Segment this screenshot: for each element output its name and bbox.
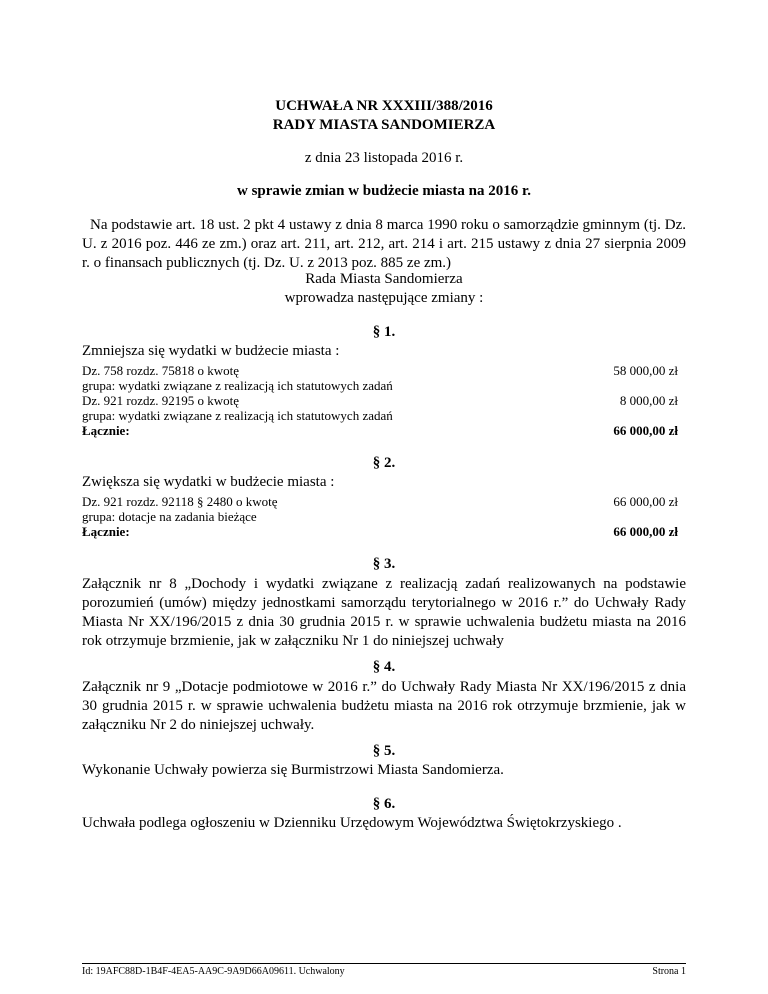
section-6-text: Uchwała podlega ogłoszeniu w Dzienniku Urzędowym Województwa Świętokrzyskiego .: [82, 815, 622, 831]
section-2-row-amount: 66 000,00 zł: [613, 494, 678, 509]
resolution-subject: w sprawie zmian w budżecie miasta na 2016 r.: [236, 183, 532, 199]
section-1-row-group: grupa: wydatki związane z realizacją ich statutowych zadań: [82, 408, 393, 423]
footer-divider: [82, 963, 686, 964]
section-1-total-amount: 66 000,00 zł: [613, 423, 678, 438]
introduces-label: wprowadza następujące zmiany :: [284, 290, 484, 306]
section-2-row-label: Dz. 921 rozdz. 92118 § 2480 o kwotę: [82, 494, 278, 509]
section-1-heading: § 1.: [372, 324, 396, 340]
section-4-heading: § 4.: [372, 659, 396, 675]
section-6-heading: § 6.: [372, 796, 396, 812]
council-label: Rada Miasta Sandomierza: [305, 271, 463, 287]
section-2-intro: Zwiększa się wydatki w budżecie miasta :: [82, 474, 335, 490]
section-5-heading: § 5.: [372, 743, 396, 759]
page-number: Strona 1: [652, 966, 686, 977]
section-2-row-group: grupa: dotacje na zadania bieżące: [82, 509, 257, 524]
section-4-text: Załącznik nr 9 „Dotacje podmiotowe w 2016 r.” do Uchwały Rady Miasta Nr XX/196/2015 z dnia 30 grudnia 2015 r. w sprawie uchwalenia budżetu miasta na 2016 rok otrzymuje brzmienie, jak w załączniku Nr 2 do niniejszej uchwały.: [82, 679, 686, 733]
preamble-text: [82, 216, 686, 273]
section-2-total-label: Łącznie:: [82, 524, 130, 539]
preamble-paragraph: Na podstawie art. 18 ust. 2 pkt 4 ustawy z dnia 8 marca 1990 roku o samorządzie gminnym (tj. Dz. U. z 2016 poz. 446 ze zm.) oraz art. 211, art. 212, art. 214 i art. 215 ustawy z dnia 27 sierpnia 2009 r. o finansach publicznych (tj. Dz. U. z 2013 poz. 885 ze zm.): [82, 217, 686, 271]
section-1-total-label: Łącznie:: [82, 423, 130, 438]
document-id: Id: 19AFC88D-1B4F-4EA5-AA9C-9A9D66A09611. Uchwalony: [82, 966, 345, 977]
section-2-total-amount: 66 000,00 zł: [613, 524, 678, 539]
section-5-text: Wykonanie Uchwały powierza się Burmistrzowi Miasta Sandomierza.: [82, 762, 504, 778]
section-2-heading: § 2.: [372, 455, 396, 471]
section-1-row-label: Dz. 921 rozdz. 92195 o kwotę: [82, 393, 240, 408]
section-3-heading: § 3.: [372, 556, 396, 572]
resolution-date: z dnia 23 listopada 2016 r.: [304, 150, 464, 166]
section-1-row-amount: 8 000,00 zł: [619, 393, 678, 408]
section-3-text: Załącznik nr 8 „Dochody i wydatki związane z realizacją zadań realizowanych na podstawie porozumień (umów) między jednostkami samorządu terytorialnego w 2016 r.” do Uchwały Rady Miasta Nr XX/196/2015 z dnia 30 grudnia 2015 r. w sprawie uchwalenia budżetu miasta na 2016 rok otrzymuje brzmienie, jak w załączniku Nr 1 do niniejszej uchwały: [82, 576, 686, 649]
resolution-title: UCHWAŁA NR XXXIII/388/2016: [275, 98, 493, 114]
council-name: RADY MIASTA SANDOMIERZA: [272, 117, 496, 133]
section-1-row-group: grupa: wydatki związane z realizacją ich statutowych zadań: [82, 378, 393, 393]
section-1-row-amount: 58 000,00 zł: [613, 363, 678, 378]
section-1-intro: Zmniejsza się wydatki w budżecie miasta :: [82, 343, 340, 359]
section-1-row-label: Dz. 758 rozdz. 75818 o kwotę: [82, 363, 240, 378]
